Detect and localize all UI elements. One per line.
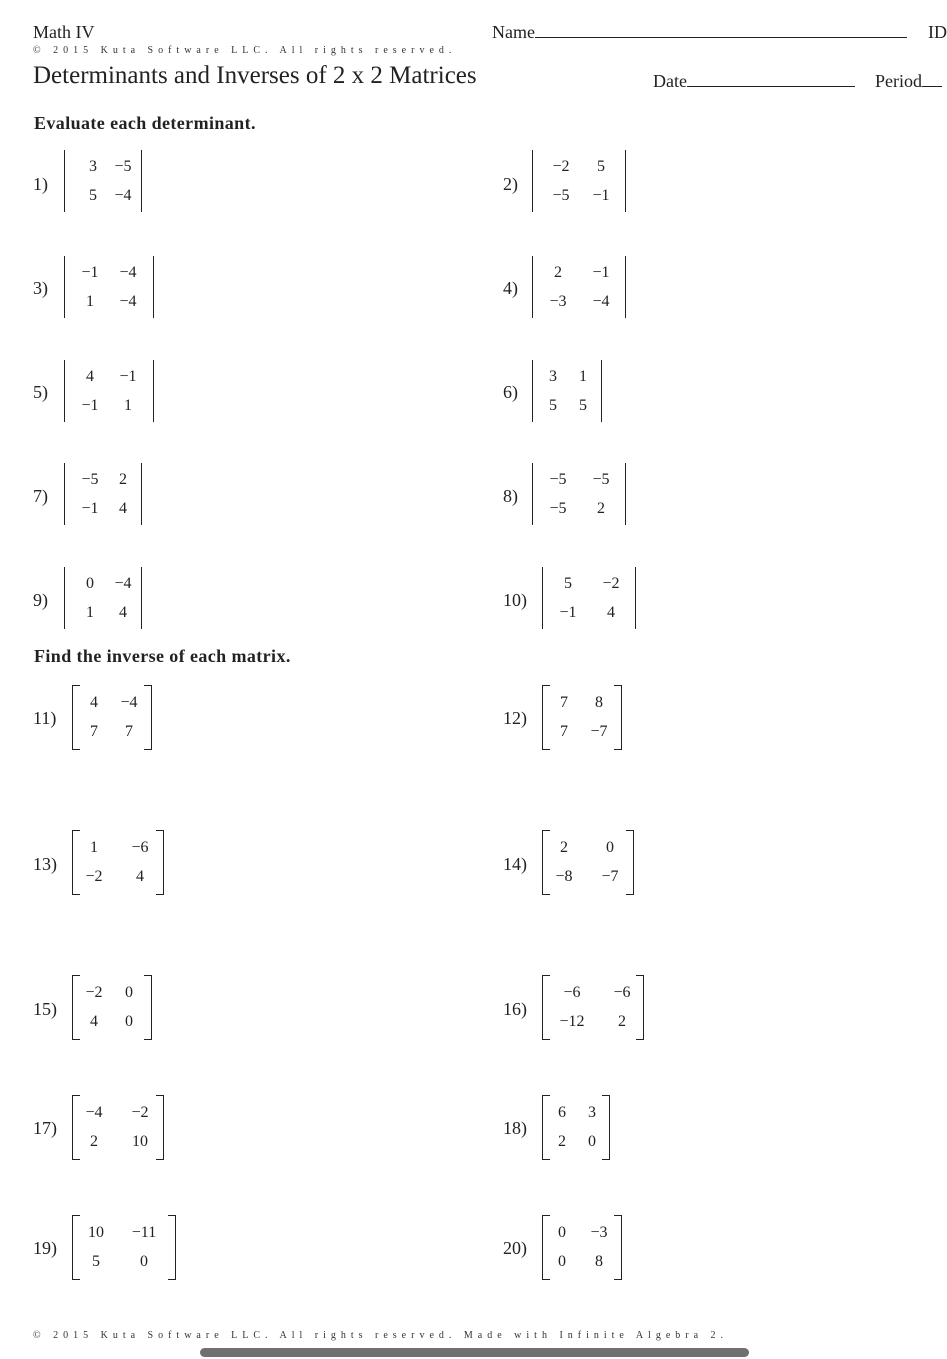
problem-number: 14) (503, 854, 527, 874)
problem-number: 15) (33, 999, 57, 1019)
inverse-matrix (72, 976, 152, 1038)
problem-number: 13) (33, 854, 57, 874)
matrix-entry: 5 (597, 158, 605, 175)
matrix-entry: 1 (124, 397, 132, 414)
inverse-matrix (72, 686, 152, 748)
footer-notice: © 2015 Kuta Software LLC. All rights reserved. Made with Infinite Algebra 2. (33, 1330, 729, 1341)
matrix-entry: 10 (132, 1133, 148, 1150)
inverse-matrix (542, 1096, 610, 1158)
matrix-entry: 5 (564, 575, 572, 592)
matrix-entry: 4 (119, 500, 127, 517)
matrix-entry: 0 (125, 984, 133, 1001)
problem-number: 3) (33, 278, 48, 298)
matrix-entry: 0 (588, 1133, 596, 1150)
matrix-entry: −5 (549, 500, 567, 517)
problem-number: 7) (33, 486, 48, 506)
matrix-entry: 0 (125, 1013, 133, 1030)
problem-number: 19) (33, 1238, 57, 1258)
problem-number: 12) (503, 708, 527, 728)
matrix-entry: 5 (579, 397, 587, 414)
problem-number: 5) (33, 382, 48, 402)
matrix-entry: 2 (560, 839, 568, 856)
inverse-matrix (72, 1216, 176, 1278)
inverse-matrix (542, 976, 644, 1038)
determinant-matrix (64, 360, 154, 422)
matrix-entry: 1 (90, 839, 98, 856)
matrix-entry: −4 (114, 187, 132, 204)
problem-number: 18) (503, 1118, 527, 1138)
matrix-entry: −4 (120, 694, 138, 711)
inverse-matrix (542, 1216, 622, 1278)
matrix-entry: 3 (549, 368, 557, 385)
matrix-entry: 3 (588, 1104, 596, 1121)
determinant-matrix (542, 567, 636, 629)
matrix-entry: −5 (552, 187, 570, 204)
matrix-entry: 4 (90, 1013, 98, 1030)
matrix-entry: 3 (89, 158, 97, 175)
matrix-entry: 0 (606, 839, 614, 856)
matrix-entry: 1 (86, 604, 94, 621)
matrix-entry: −1 (81, 500, 99, 517)
date-blank[interactable] (687, 72, 855, 87)
matrix-entry: −4 (119, 293, 137, 310)
matrix-entry: −1 (592, 187, 610, 204)
matrix-entry: −1 (81, 397, 99, 414)
matrix-entry: −5 (81, 471, 99, 488)
inverse-matrix (542, 686, 622, 748)
matrix-entry: −8 (555, 868, 573, 885)
inverse-matrix (72, 1096, 164, 1158)
matrix-entry: 5 (549, 397, 557, 414)
matrix-entry: −12 (559, 1013, 585, 1030)
determinant-matrix (64, 567, 142, 629)
matrix-entry: 2 (597, 500, 605, 517)
matrix-entry: 2 (119, 471, 127, 488)
matrix-entry: 1 (86, 293, 94, 310)
matrix-entry: −4 (85, 1104, 103, 1121)
matrix-entry: −5 (114, 158, 132, 175)
matrix-entry: 2 (558, 1133, 566, 1150)
matrix-entry: 4 (136, 868, 144, 885)
matrix-entry: −6 (563, 984, 581, 1001)
matrix-entry: −7 (590, 723, 608, 740)
period-field[interactable] (875, 71, 942, 92)
matrix-entry: −5 (592, 471, 610, 488)
matrix-entry: −6 (613, 984, 631, 1001)
period-label: Period (875, 71, 922, 91)
matrix-entry: −1 (559, 604, 577, 621)
matrix-entry: −2 (602, 575, 620, 592)
matrix-entry: 10 (88, 1224, 104, 1241)
right-bracket (168, 1215, 176, 1280)
matrix-entry: 7 (560, 723, 568, 740)
matrix-entry: −3 (549, 293, 567, 310)
matrix-entry: −7 (601, 868, 619, 885)
problem-number: 2) (503, 174, 518, 194)
determinant-matrix (532, 256, 626, 318)
determinant-matrix (532, 360, 602, 422)
problem-number: 8) (503, 486, 518, 506)
section-inverses-heading: Find the inverse of each matrix. (34, 646, 291, 666)
matrix-entry: 2 (554, 264, 562, 281)
matrix-entry: −6 (131, 839, 149, 856)
problem-number: 10) (503, 590, 527, 610)
id-label: ID (928, 22, 947, 42)
determinant-matrix (64, 150, 142, 212)
matrix-entry: −4 (592, 293, 610, 310)
matrix-entry: 7 (90, 723, 98, 740)
matrix-entry: 6 (558, 1104, 566, 1121)
matrix-entry: −2 (85, 984, 103, 1001)
matrix-entry: −1 (592, 264, 610, 281)
problem-number: 9) (33, 590, 48, 610)
matrix-entry: −11 (131, 1224, 157, 1241)
matrix-entry: −2 (85, 868, 103, 885)
matrix-entry: −1 (119, 368, 137, 385)
problem-number: 4) (503, 278, 518, 298)
course-label: Math IV (33, 22, 95, 42)
problem-number: 11) (33, 708, 57, 728)
matrix-entry: −4 (114, 575, 132, 592)
problem-number: 17) (33, 1118, 57, 1138)
matrix-entry: −4 (119, 264, 137, 281)
matrix-entry: 2 (90, 1133, 98, 1150)
determinant-matrix (532, 463, 626, 525)
worksheet-title: Determinants and Inverses of 2 x 2 Matrices (33, 62, 477, 89)
determinant-matrix (64, 256, 154, 318)
matrix-entry: −2 (131, 1104, 149, 1121)
determinant-matrix (532, 150, 626, 212)
determinant-matrix (64, 463, 142, 525)
left-bracket (542, 975, 550, 1040)
name-blank[interactable] (535, 23, 907, 38)
problem-number: 20) (503, 1238, 527, 1258)
inverse-matrix (542, 831, 634, 893)
matrix-entry: 1 (579, 368, 587, 385)
inverse-matrix (72, 831, 164, 893)
matrix-entry: −3 (590, 1224, 608, 1241)
matrix-entry: −5 (549, 471, 567, 488)
matrix-entry: 2 (618, 1013, 626, 1030)
matrix-entry: 5 (92, 1253, 100, 1270)
problem-number: 16) (503, 999, 527, 1019)
matrix-entry: 0 (86, 575, 94, 592)
matrix-entry: 8 (595, 1253, 603, 1270)
matrix-entry: 5 (89, 187, 97, 204)
matrix-entry: 7 (125, 723, 133, 740)
matrix-entry: 7 (560, 694, 568, 711)
section-determinants-heading: Evaluate each determinant. (34, 113, 256, 133)
problem-number: 6) (503, 382, 518, 402)
matrix-entry: 8 (595, 694, 603, 711)
horizontal-scrollbar[interactable] (200, 1348, 749, 1357)
matrix-entry: 4 (607, 604, 615, 621)
copyright-notice: © 2015 Kuta Software LLC. All rights reserved. (33, 45, 457, 56)
matrix-entry: 4 (119, 604, 127, 621)
matrix-entry: 0 (558, 1253, 566, 1270)
date-field[interactable] (653, 71, 855, 92)
matrix-entry: 4 (86, 368, 94, 385)
period-blank[interactable] (922, 72, 942, 87)
date-label: Date (653, 71, 687, 91)
name-field[interactable] (492, 22, 907, 43)
matrix-entry: 0 (558, 1224, 566, 1241)
matrix-entry: 0 (140, 1253, 148, 1270)
problem-number: 1) (33, 174, 48, 194)
name-label: Name (492, 22, 535, 42)
matrix-entry: −1 (81, 264, 99, 281)
matrix-entry: −2 (552, 158, 570, 175)
matrix-entry: 4 (90, 694, 98, 711)
